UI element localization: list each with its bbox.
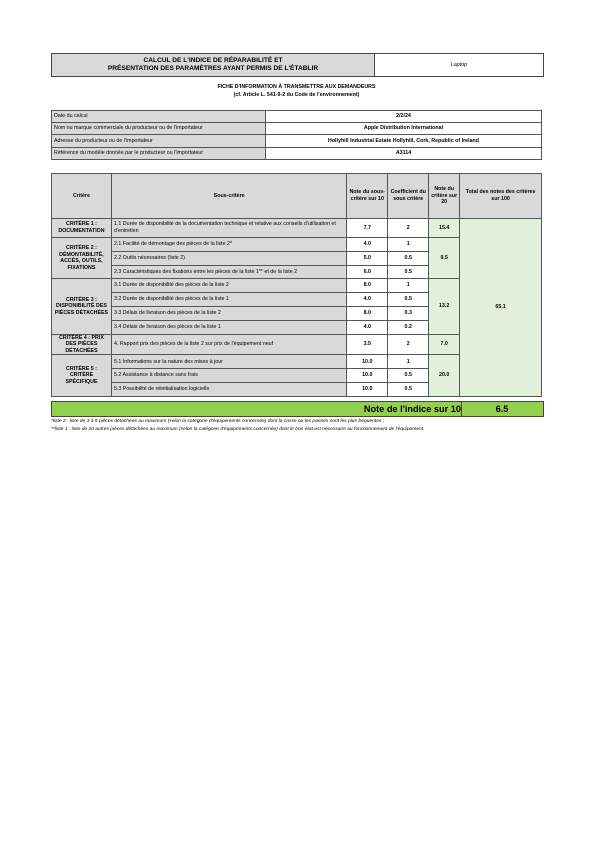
criterion-5-name: CRITÈRE 5 : CRITÈRE SPÉCIFIQUE: [52, 355, 112, 396]
sub-criterion-note: 6.0: [347, 265, 388, 279]
sub-criterion-label: 3.2 Durée de disponibilité des pièces de la liste 1: [111, 293, 346, 307]
info-label: Référence du modèle donnée par le producteur ou l'importateur: [52, 147, 266, 159]
sub-criterion-label: 3.4 Délais de livraison des pièces de la liste 1: [111, 320, 346, 334]
sub-criterion-coefficient: 2: [388, 219, 429, 238]
sub-criterion-note: 10.0: [347, 383, 388, 397]
footnote-list-1: **liste 1 : liste de 10 autres pièces détachées au maximum (selon la catégorie d'équipements concernée) dont le bon état est nécessaire au fonctionnement de l'équipement.: [51, 426, 425, 432]
sub-criterion-coefficient: 0.2: [388, 320, 429, 334]
criterion-4-name: CRITÈRE 4 : PRIX DES PIÈCES DÉTACHÉES: [52, 334, 112, 355]
sub-criterion-coefficient: 0.5: [388, 369, 429, 383]
sub-criterion-note: 10.0: [347, 369, 388, 383]
info-value: Hollyhill Industrial Estate Hollyhill, Cork, Republic of Ireland: [266, 135, 542, 147]
table-row: [52, 219, 542, 238]
sub-criterion-note: 7.7: [347, 219, 388, 238]
criterion-1-name: CRITÈRE 1 : DOCUMENTATION: [52, 219, 112, 238]
producer-info-table: [51, 110, 542, 160]
sub-criterion-coefficient: 1: [388, 279, 429, 293]
sub-criterion-label: 1.1 Durée de disponibilité de la documentation technique et relative aux conseils d'utilisation et d'entretien: [111, 219, 346, 238]
criterion-3-name: CRITÈRE 3 : DISPONIBILITÉ DES PIÈCES DÉTACHÉES: [52, 279, 112, 334]
sub-criterion-coefficient: 0.5: [388, 383, 429, 397]
column-header-note-criteria: Note du critère sur 20: [429, 174, 460, 219]
subtitle-line-2: (cf. Article L. 541-9-2 du Code de l'environnement): [233, 91, 360, 98]
sub-criterion-label: 3.1 Durée de disponibilité des pièces de la liste 2: [111, 279, 346, 293]
sub-criterion-label: 3.3 Délais de livraison des pièces de la liste 2: [111, 306, 346, 320]
sub-criterion-label: 5.1 Informations sur la nature des mises à jour: [111, 355, 346, 369]
title-line-2: PRÉSENTATION DES PARAMÈTRES AYANT PERMIS DE L'ÉTABLIR: [107, 65, 319, 72]
product-type: Laptop: [450, 62, 468, 68]
column-header-coefficient: Coefficient du sous critère: [388, 174, 429, 219]
info-value: A3114: [266, 147, 542, 159]
column-header-sub-criteria: Sous-critère: [111, 174, 346, 219]
info-row-brand: [52, 123, 542, 135]
info-value: Apple Distribution International: [266, 123, 542, 135]
title-line-1: CALCUL DE L'INDICE DE RÉPARABILITÉ ET: [143, 56, 283, 64]
info-value: 2/2/24: [266, 111, 542, 123]
sub-criterion-label: 2.2 Outils nécessaires (liste 2): [111, 251, 346, 265]
info-label: Adresse du producteur ou de l'importateur: [52, 135, 266, 147]
sub-criterion-coefficient: 0.3: [388, 306, 429, 320]
sub-criterion-label: 5.2 Assistance à distance sans frais: [111, 369, 346, 383]
document-title: [52, 54, 375, 76]
sub-criterion-label: 5.3 Possibilité de réinitialisation logicielle: [111, 383, 346, 397]
info-label: Nom ou marque commerciale du producteur ou de l'importateur: [52, 123, 266, 135]
column-header-note-sub: Note du sous-critère sur 10: [347, 174, 388, 219]
sub-criterion-label: 2.1 Facilité de démontage des pièces de la liste 2*: [111, 238, 346, 252]
form-subtitle: [51, 84, 542, 99]
final-score-label: Note de l'indice sur 10: [363, 404, 461, 414]
criterion-1-score: 15.4: [429, 219, 460, 238]
sub-criterion-coefficient: 0.5: [388, 293, 429, 307]
criterion-2-name: CRITÈRE 2 : DÉMONTABILITÉ, ACCÈS, OUTILS, FIXATIONS: [52, 238, 112, 279]
sub-criterion-note: 5.0: [347, 251, 388, 265]
sub-criterion-note: 8.0: [347, 306, 388, 320]
sub-criterion-coefficient: 1: [388, 355, 429, 369]
info-label: Date du calcul: [52, 111, 266, 123]
info-row-model: [52, 147, 542, 159]
criterion-4-score: 7.0: [429, 334, 460, 355]
sub-criterion-coefficient: 0.5: [388, 265, 429, 279]
column-header-criteria: Critère: [52, 174, 112, 219]
final-score-value: 6.5: [495, 404, 509, 414]
criterion-2-score: 9.5: [429, 238, 460, 279]
footnotes: [51, 418, 551, 433]
info-row-address: [52, 135, 542, 147]
document-header: [51, 53, 544, 77]
sub-criterion-coefficient: 0.5: [388, 251, 429, 265]
sub-criterion-coefficient: 1: [388, 238, 429, 252]
table-header-row: [52, 174, 542, 219]
final-score-bar: [51, 401, 544, 417]
subtitle-line-1: FICHE D'INFORMATION À TRANSMETTRE AUX DEMANDEURS: [217, 84, 376, 90]
criterion-3-score: 13.2: [429, 279, 460, 334]
total-score-100: 65.1: [460, 219, 542, 397]
criterion-5-score: 20.0: [429, 355, 460, 396]
sub-criterion-note: 10.0: [347, 355, 388, 369]
column-header-total: Total des notes des critères sur 100: [460, 174, 542, 219]
repairability-score-table: [51, 173, 542, 397]
sub-criterion-note: 4.0: [347, 320, 388, 334]
sub-criterion-label: 2.3 Caractéristiques des fixations entre les pièces de la liste 1** et de la liste 2: [111, 265, 346, 279]
sub-criterion-note: 4.0: [347, 238, 388, 252]
sub-criterion-coefficient: 2: [388, 334, 429, 355]
sub-criterion-note: 3.5: [347, 334, 388, 355]
sub-criterion-note: 4.0: [347, 293, 388, 307]
footnote-list-2: *liste 2 : liste de 3 à 5 pièces détachées au maximum (selon la catégorie d'équipements concernée) dont la casse ou les pannes sont les plus fréquentes ;: [51, 419, 385, 424]
sub-criterion-label: 4. Rapport prix des pièces de la liste 2 sur prix de l'équipement neuf: [111, 334, 346, 355]
sub-criterion-note: 8.0: [347, 279, 388, 293]
info-row-date: [52, 111, 542, 123]
